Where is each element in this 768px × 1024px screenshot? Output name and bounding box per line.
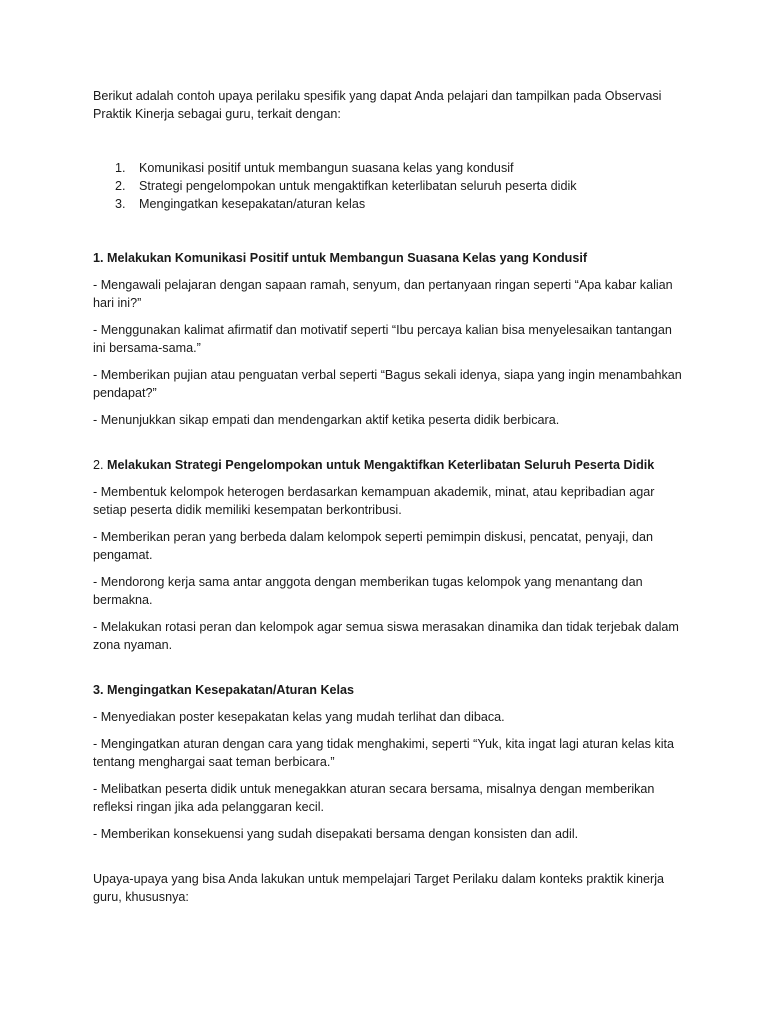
closing-paragraph: Upaya-upaya yang bisa Anda lakukan untuk mempelajari Target Perilaku dalam konteks praktik kinerja guru, khususnya:	[93, 872, 664, 904]
section-item: - Memberikan pujian atau penguatan verbal seperti “Bagus sekali idenya, siapa yang ingin menambahkan pendapat?”	[93, 368, 682, 400]
topic-number: 3.	[115, 197, 126, 211]
section-title: Melakukan Strategi Pengelompokan untuk Mengaktifkan Keterlibatan Seluruh Peserta Didik	[107, 458, 655, 472]
section-heading	[93, 681, 683, 699]
section-item: - Memberikan peran yang berbeda dalam kelompok seperti pemimpin diskusi, pencatat, penyaji, dan pengamat.	[93, 530, 654, 562]
topic-text: Komunikasi positif untuk membangun suasana kelas yang kondusif	[139, 161, 514, 175]
document-page	[93, 87, 683, 906]
section-item: - Melakukan rotasi peran dan kelompok agar semua siswa merasakan dinamika dan tidak terjebak dalam zona nyaman.	[93, 620, 679, 652]
topic-text: Mengingatkan kesepakatan/aturan kelas	[139, 197, 366, 211]
topic-item	[93, 195, 683, 213]
section-item: - Mendorong kerja sama antar anggota dengan memberikan tugas kelompok yang menantang dan bermakna.	[93, 575, 643, 607]
section-item: - Mengingatkan aturan dengan cara yang tidak menghakimi, seperti “Yuk, kita ingat lagi aturan kelas kita tentang menghargai saat teman berbicara.”	[93, 737, 675, 769]
topic-list	[93, 159, 683, 213]
section-item: - Melibatkan peserta didik untuk menegakkan aturan secara bersama, misalnya dengan memberikan refleksi ringan jika ada pelanggaran kecil.	[93, 782, 655, 814]
section-item: - Menunjukkan sikap empati dan mendengarkan aktif ketika peserta didik berbicara.	[93, 413, 560, 427]
intro-paragraph: Berikut adalah contoh upaya perilaku spesifik yang dapat Anda pelajari dan tampilkan pada Observasi Praktik Kinerja sebagai guru, terkait dengan:	[93, 89, 662, 121]
section-number: 1.	[93, 251, 104, 265]
section-item: - Memberikan konsekuensi yang sudah disepakati bersama dengan konsisten dan adil.	[93, 827, 579, 841]
topic-item	[93, 177, 683, 195]
section-aturan-kelas	[93, 681, 683, 843]
section-strategi-pengelompokan	[93, 456, 683, 654]
section-item: - Membentuk kelompok heterogen berdasarkan kemampuan akademik, minat, atau kepribadian agar setiap peserta didik memiliki kesempatan berkontribusi.	[93, 485, 655, 517]
section-item: - Menyediakan poster kesepakatan kelas yang mudah terlihat dan dibaca.	[93, 710, 505, 724]
section-komunikasi-positif	[93, 249, 683, 429]
topic-text: Strategi pengelompokan untuk mengaktifkan keterlibatan seluruh peserta didik	[139, 179, 577, 193]
topic-item	[93, 159, 683, 177]
section-item: - Menggunakan kalimat afirmatif dan motivatif seperti “Ibu percaya kalian bisa menyelesaikan tantangan ini bersama-sama.”	[93, 323, 672, 355]
section-title: Melakukan Komunikasi Positif untuk Membangun Suasana Kelas yang Kondusif	[107, 251, 588, 265]
section-item: - Mengawali pelajaran dengan sapaan ramah, senyum, dan pertanyaan ringan seperti “Apa kabar kalian hari ini?”	[93, 278, 673, 310]
section-title: Mengingatkan Kesepakatan/Aturan Kelas	[107, 683, 355, 697]
topic-number: 1.	[115, 161, 126, 175]
section-number: 3.	[93, 683, 104, 697]
section-heading	[93, 249, 683, 267]
topic-number: 2.	[115, 179, 126, 193]
section-number: 2.	[93, 458, 104, 472]
section-heading	[93, 456, 683, 474]
